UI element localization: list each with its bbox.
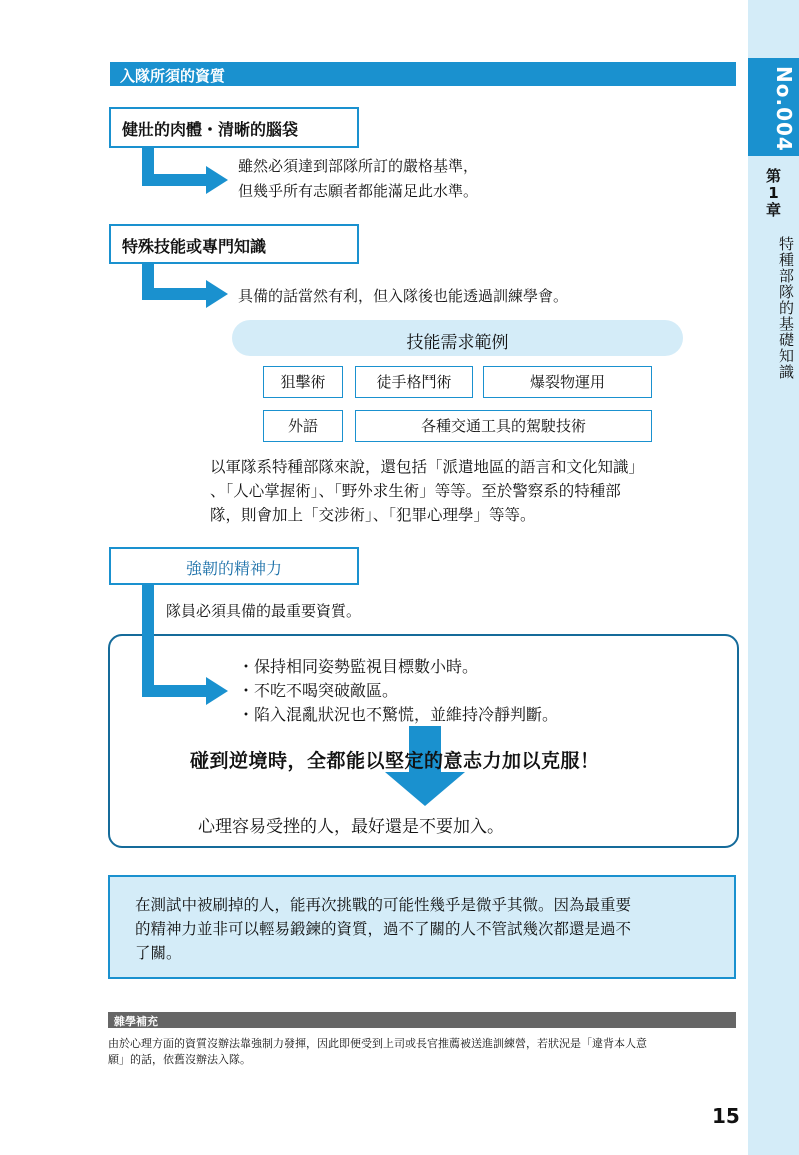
skill-sniping: 狙擊術 <box>263 366 343 398</box>
bullet-item: ・不吃不喝突破敵區。 <box>238 681 399 700</box>
conclusion-statement: 心理容易受挫的人，最好還是不要加入。 <box>198 817 504 837</box>
block3-title: 強韌的精神力 <box>185 559 282 578</box>
block3-line1: 隊員必須具備的最重要資質。 <box>166 602 362 620</box>
bullet-list <box>238 655 558 727</box>
trivia-line: 願」的話，依舊沒辦法入隊。 <box>108 1053 251 1066</box>
trivia-title: 雜學補充 <box>114 1015 158 1028</box>
bullet-item: ・陷入混亂狀況也不驚慌，並維持冷靜判斷。 <box>238 705 559 724</box>
page-number: 15 <box>712 1104 740 1128</box>
chapter-prefix: 第 <box>765 167 781 185</box>
block2-para-line1: 以軍隊系特種部隊來說，還包括「派遣地區的語言和文化知識」 <box>210 458 645 476</box>
skill-unarmed-combat: 徒手格鬥術 <box>355 366 473 398</box>
trivia-header-bar <box>108 1012 736 1028</box>
section-title: 入隊所須的資質 <box>120 67 226 85</box>
chapter-title: 特種部隊的基礎知識 <box>777 236 795 380</box>
trivia-text <box>108 1036 738 1068</box>
summary-line: 在測試中被刷掉的人，能再次挑戰的可能性幾乎是微乎其微。因為最重要 <box>135 896 632 914</box>
block1-line1: 雖然必須達到部隊所訂的嚴格基準， <box>238 157 479 175</box>
block2-line1: 具備的話當然有利，但入隊後也能透過訓練學會。 <box>238 287 569 305</box>
summary-line: 的精神力並非可以輕易鍛鍊的資質，過不了關的人不管試幾次都還是過不 <box>135 920 632 938</box>
chapter-label <box>751 168 796 219</box>
entry-number: No.004 <box>772 66 796 152</box>
block2-title: 特殊技能或專門知識 <box>122 237 267 256</box>
skill-explosives: 爆裂物運用 <box>483 366 652 398</box>
skill-vehicle-driving: 各種交通工具的駕駛技術 <box>355 410 652 442</box>
chapter-number: 1 <box>768 184 779 202</box>
summary-text <box>135 893 631 965</box>
examples-title: 技能需求範例 <box>406 333 509 353</box>
block1-title: 健壯的肉體・清晰的腦袋 <box>122 120 299 139</box>
trivia-line: 由於心理方面的資質沒辦法靠強制力發揮，因此即便受到上司或長官推薦被送進訓練營，若狀況是「違背本人意 <box>108 1037 647 1050</box>
bullet-item: ・保持相同姿勢監視目標數小時。 <box>238 657 479 676</box>
block3-arrow-icon <box>138 585 238 711</box>
block2-arrow-icon <box>138 264 238 314</box>
chapter-suffix: 章 <box>765 201 781 219</box>
summary-line: 了關。 <box>135 944 182 962</box>
block1-arrow-icon <box>138 148 238 200</box>
block2-para-line3: 隊，則會加上「交涉術」、「犯罪心理學」等等。 <box>210 506 536 524</box>
block2-para-line2: 、「人心掌握術」、「野外求生術」等等。至於警察系的特種部 <box>210 482 621 500</box>
block1-line2: 但幾乎所有志願者都能滿足此水準。 <box>238 182 479 200</box>
skill-foreign-language: 外語 <box>263 410 343 442</box>
emphasis-statement: 碰到逆境時，全都能以堅定的意志力加以克服！ <box>190 750 600 772</box>
